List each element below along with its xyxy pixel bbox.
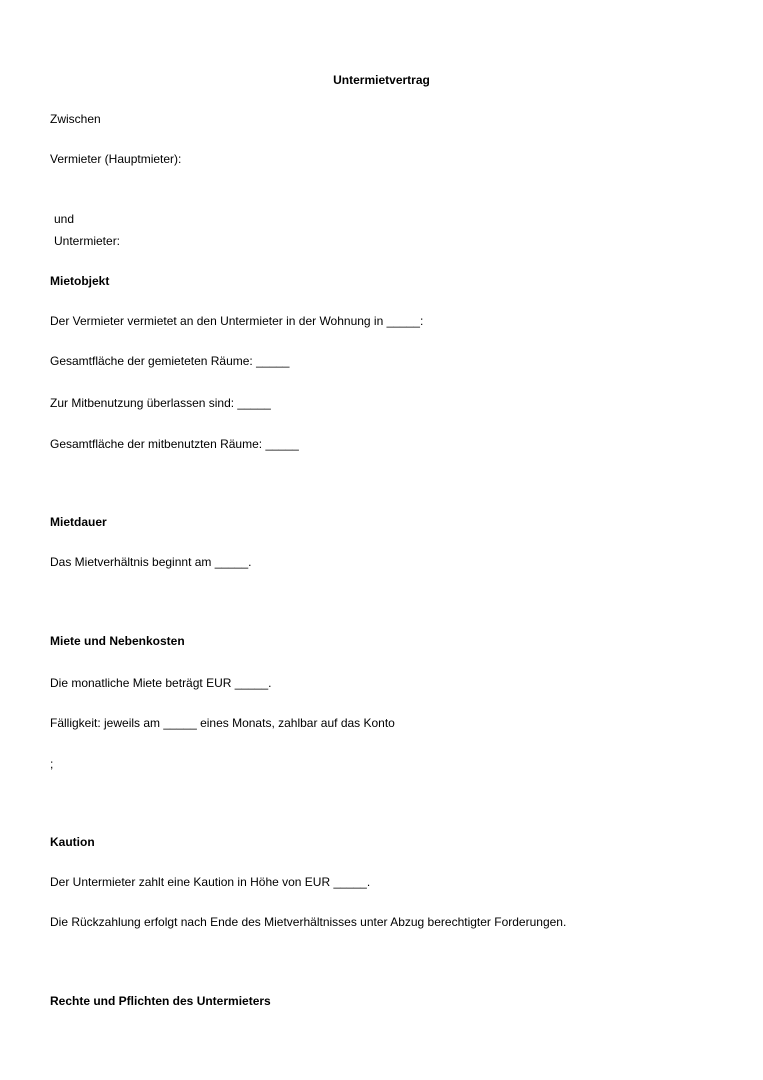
section-heading-rent: Miete und Nebenkosten [50,634,185,648]
rental-object-line-1: Der Vermieter vermietet an den Untermieter in der Wohnung in _____: [50,314,424,328]
duration-line-1: Das Mietverhältnis beginnt am _____. [50,555,252,569]
deposit-line-2: Die Rückzahlung erfolgt nach Ende des Mietverhältnisses unter Abzug berechtigter Forderungen. [50,915,567,929]
section-heading-rights: Rechte und Pflichten des Untermieters [50,994,271,1008]
intro-and: und [54,212,75,226]
section-heading-rental-object: Mietobjekt [50,274,110,288]
section-heading-deposit: Kaution [50,835,95,849]
rental-object-line-4: Gesamtfläche der mitbenutzten Räume: _____ [50,437,299,451]
rent-line-2: Fälligkeit: jeweils am _____ eines Monats, zahlbar auf das Konto [50,716,395,730]
section-heading-duration: Mietdauer [50,515,107,529]
rent-line-3: ; [50,757,54,771]
deposit-line-1: Der Untermieter zahlt eine Kaution in Höhe von EUR _____. [50,875,371,889]
document-title: Untermietvertrag [333,73,430,87]
landlord-label: Vermieter (Hauptmieter): [50,152,182,166]
intro-between: Zwischen [50,112,101,126]
rent-line-1: Die monatliche Miete beträgt EUR _____. [50,676,272,690]
rental-object-line-3: Zur Mitbenutzung überlassen sind: _____ [50,396,271,410]
subtenant-label: Untermieter: [54,234,121,248]
rental-object-line-2: Gesamtfläche der gemieteten Räume: _____ [50,354,290,368]
